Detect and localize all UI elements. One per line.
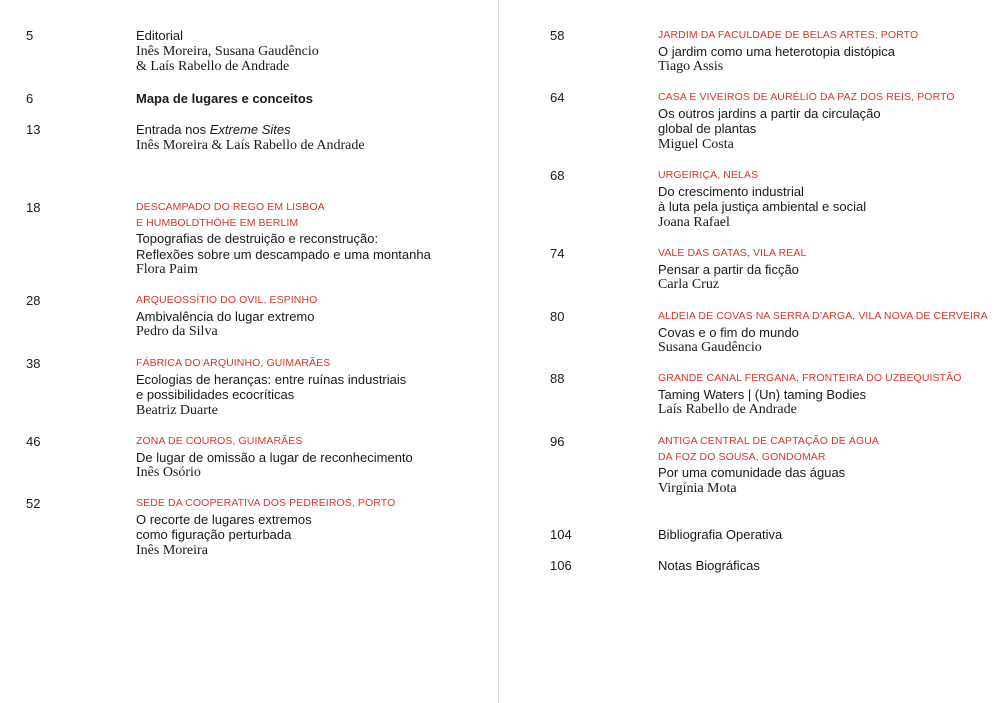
page-number: 106 [550,558,572,573]
entry-authors: Inês Moreira [136,542,208,558]
entry-title: Editorial [136,28,183,43]
entry-location: VALE DAS GATAS, VILA REAL [658,247,807,259]
entry-title: De lugar de omissão a lugar de reconhecimento [136,449,413,465]
entry-authors: Inês Moreira, Susana Gaudêncio & Laís Rabello de Andrade [136,43,319,75]
page-number: 18 [26,200,41,215]
entry-authors: Pedro da Silva [136,324,218,340]
page-number: 5 [26,28,34,43]
entry-authors: Carla Cruz [658,277,720,293]
entry-title: Por uma comunidade das águas [658,465,846,481]
entry-title: O jardim como uma heterotopia distópica [658,43,896,59]
entry-authors: Inês Osório [136,465,201,481]
page-number: 52 [26,496,41,511]
entry-title [136,122,486,138]
entry-location: GRANDE CANAL FERGANA, FRONTEIRA DO UZBEQUISTÃO [658,372,962,384]
entry-title-prefix: Entrada nos [136,122,207,137]
entry-title-italic: Extreme Sites [209,122,291,137]
page-number: 80 [550,309,565,324]
page-number: 46 [26,434,41,449]
page-number: 6 [26,91,34,106]
entry-location: CASA E VIVEIROS DE AURÉLIO DA PAZ DOS REIS, PORTO [658,91,955,103]
entry-title: Do crescimento industrial à luta pela justiça ambiental e social [658,183,867,215]
entry-title: Notas Biográficas [658,558,760,573]
entry-title: Ecologias de heranças: entre ruínas industriais e possibilidades ecocríticas [136,371,407,403]
entry-title: Covas e o fim do mundo [658,324,799,340]
page-number: 38 [26,356,41,371]
entry-location: ZONA DE COUROS, GUIMARÃES [136,435,303,447]
page-number: 64 [550,90,565,105]
entry-authors: Inês Moreira & Laís Rabello de Andrade [136,137,365,153]
entry-authors: Laís Rabello de Andrade [658,402,797,418]
page-number: 96 [550,434,565,449]
entry-title: Pensar a partir da ficção [658,261,799,277]
entry-location: SEDE DA COOPERATIVA DOS PEDREIROS, PORTO [136,497,396,509]
page-number: 74 [550,246,565,261]
entry-location: ALDEIA DE COVAS NA SERRA D’ARGA, VILA NOVA DE CERVEIRA [658,310,988,322]
entry-location: DESCAMPADO DO REGO EM LISBOA E HUMBOLDTHÖHE EM BERLIM [136,201,325,229]
entry-location: ANTIGA CENTRAL DE CAPTAÇÃO DE ÁGUA DA FOZ DO SOUSA, GONDOMAR [658,435,880,463]
entry-title: Bibliografia Operativa [658,527,783,542]
entry-location: JARDIM DA FACULDADE DE BELAS ARTES, PORTO [658,29,919,41]
entry-authors: Susana Gaudêncio [658,340,762,356]
page-number: 13 [26,122,41,137]
page-number: 104 [550,527,572,542]
entry-location: URGEIRIÇA, NELAS [658,169,759,181]
entry-location: ARQUEOSSÍTIO DO OVIL, ESPINHO [136,294,318,306]
entry-authors: Flora Paim [136,262,198,278]
entry-authors: Beatriz Duarte [136,402,219,418]
entry-authors: Tiago Assis [658,59,724,75]
entry-title: Taming Waters | (Un) taming Bodies [658,386,867,402]
entry-location: FÁBRICA DO ARQUINHO, GUIMARÃES [136,357,331,369]
entry-authors: Virgínia Mota [658,480,737,496]
entry-title: Ambivalência do lugar extremo [136,308,315,324]
page-number: 88 [550,371,565,386]
page-gutter [498,0,499,703]
page-number: 58 [550,28,565,43]
entry-title: Mapa de lugares e conceitos [136,91,314,106]
entry-title: Os outros jardins a partir da circulação global de plantas [658,105,881,137]
page-number: 28 [26,293,41,308]
page-number: 68 [550,168,565,183]
entry-title: Topografias de destruição e reconstrução: Reflexões sobre um descampado e uma montanha [136,231,431,262]
entry-authors: Miguel Costa [658,136,734,152]
entry-authors: Joana Rafael [658,214,730,230]
entry-title: O recorte de lugares extremos como figuração perturbada [136,511,312,543]
